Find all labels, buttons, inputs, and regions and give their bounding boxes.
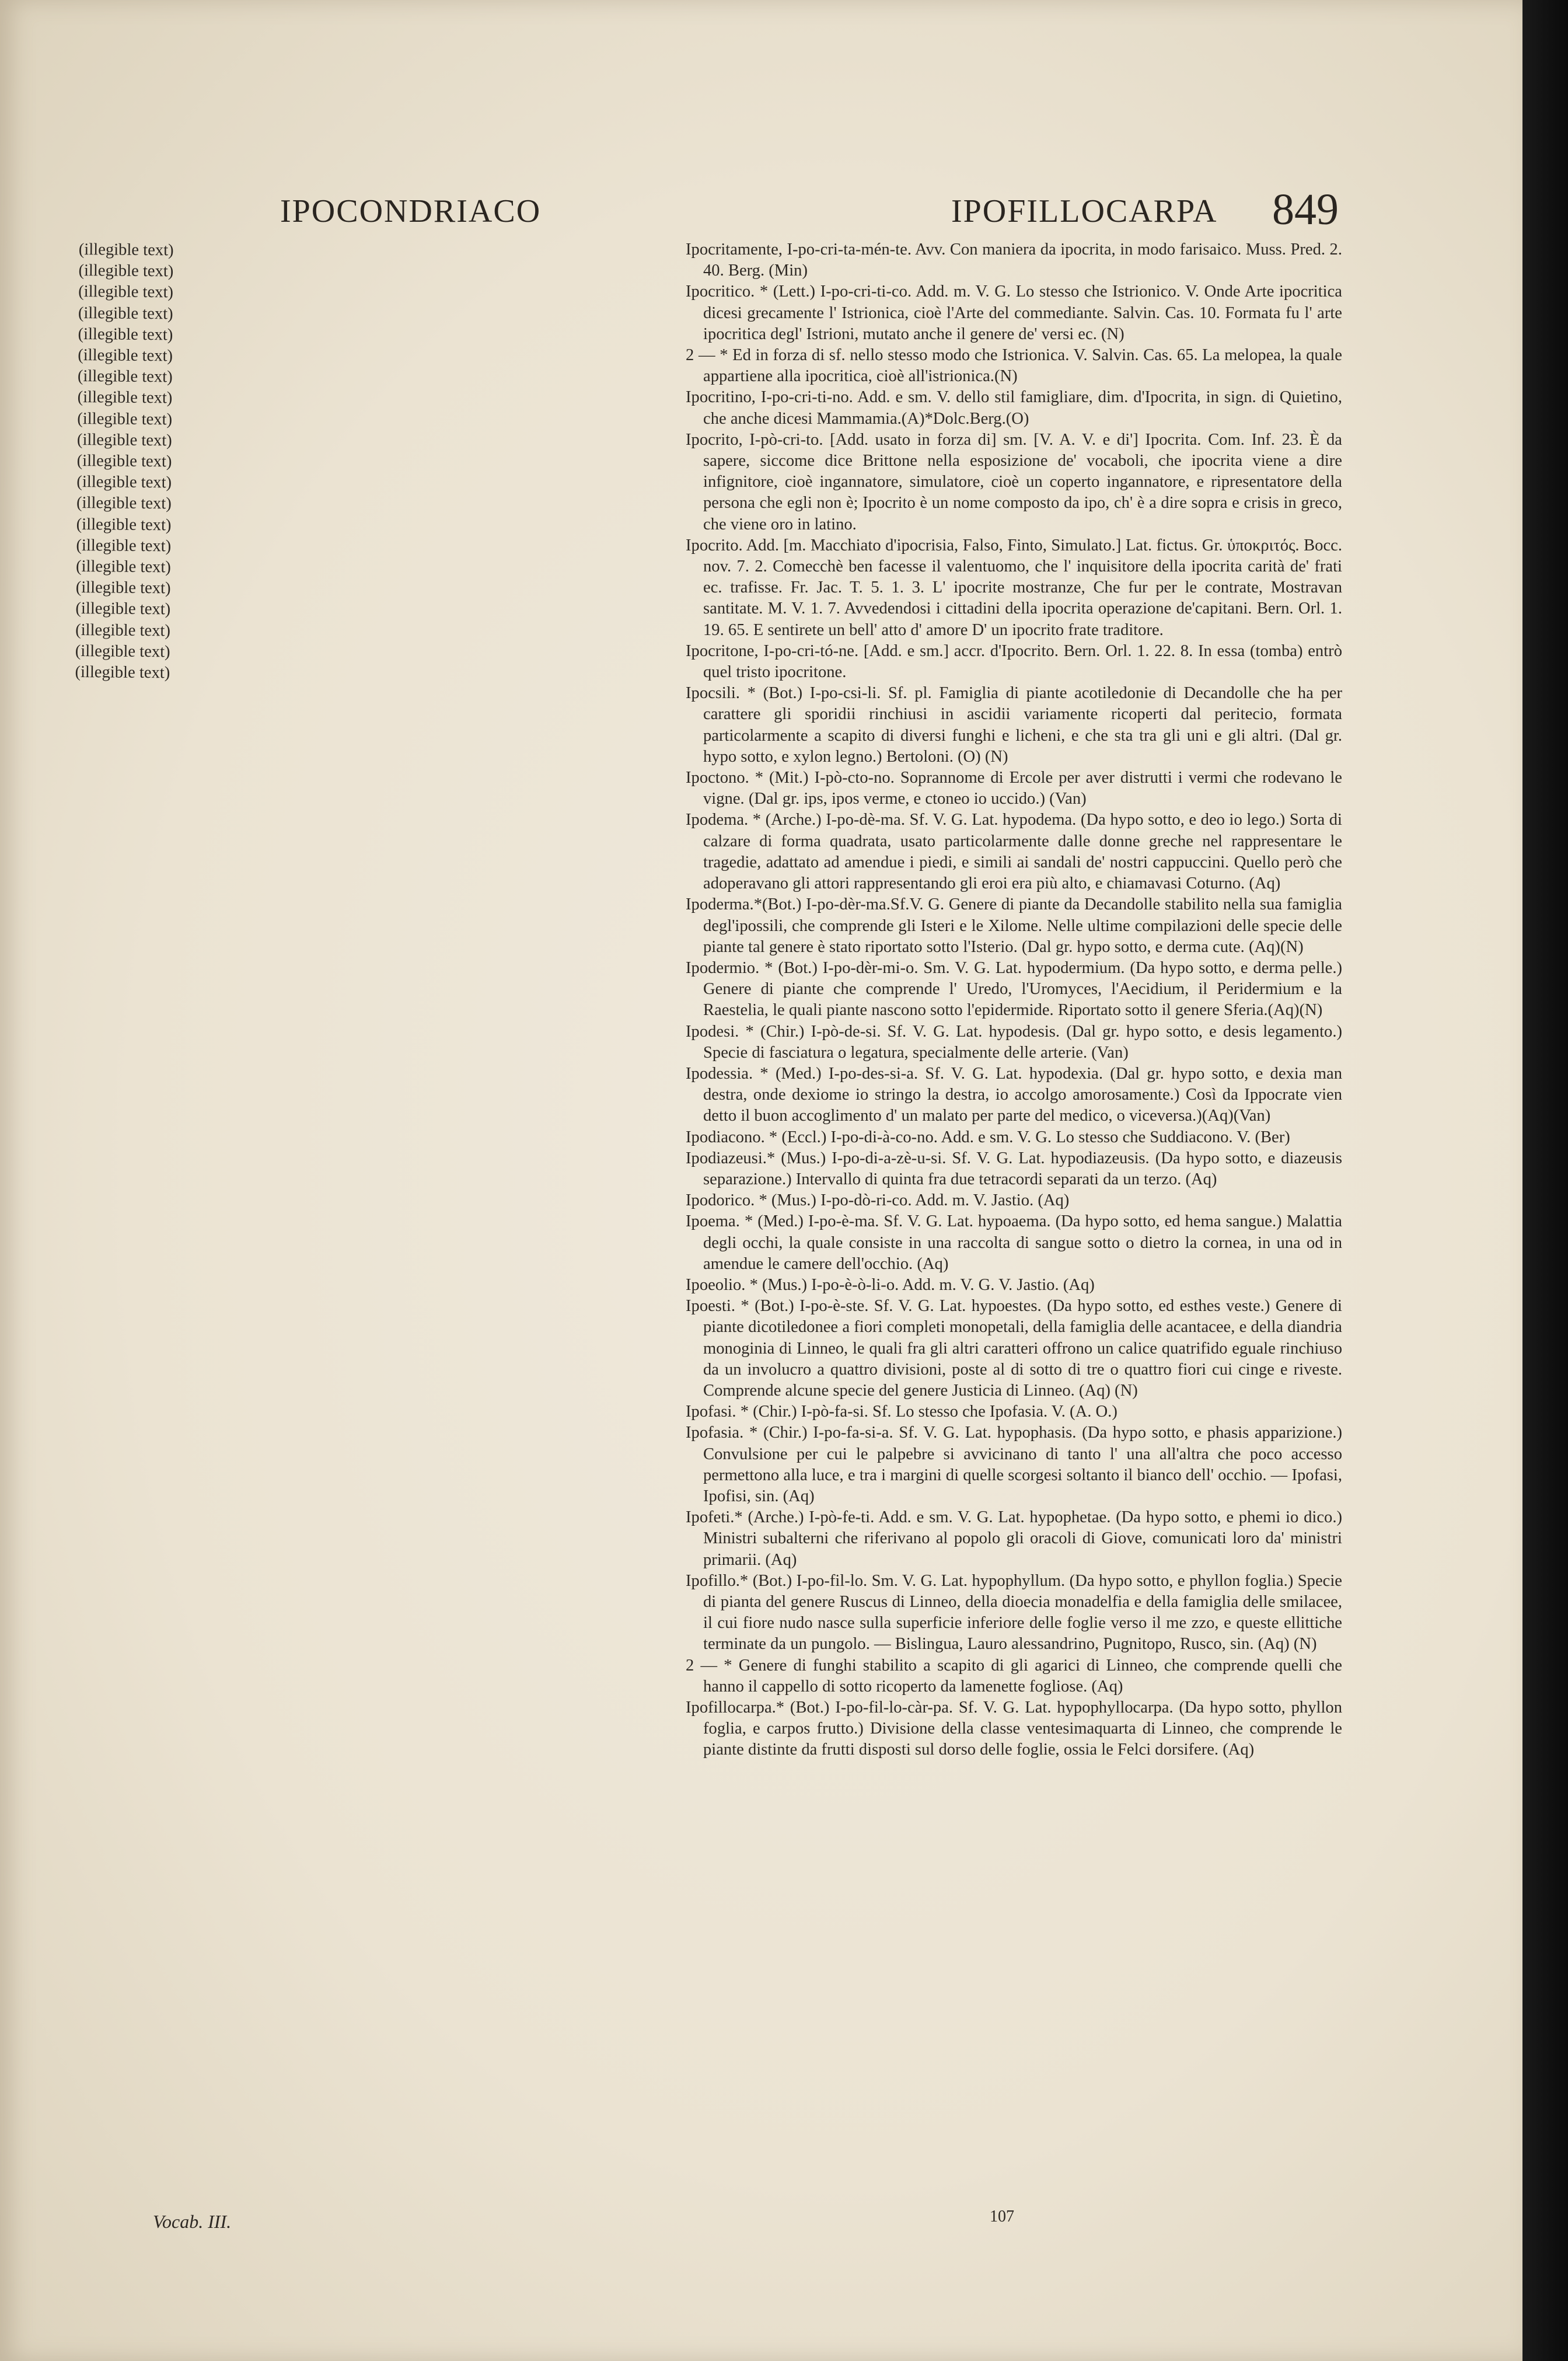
- right-entry-2: Ipocritico. * (Lett.) I-po-cri-ti-co. Add. m. V. G. Lo stesso che Istrionico. V. Onde Arte ipocritica dicesi grecamente l' Istrionica, cioè l'Arte del commediante. Salvin. Cas. 10. Formata fu l' arte ipocritica degl' Istrioni, mutato anche il genere de' versi ec. (N): [686, 283, 1342, 343]
- left-entry-1: (illegible text): [78, 240, 174, 260]
- left-entry-19: (illegible text): [75, 620, 171, 640]
- left-entry-4: (illegible text): [78, 304, 173, 323]
- right-entry-12: Ipodermio. * (Bot.) I-po-dèr-mi-o. Sm. V. G. Lat. hypodermium. (Da hypo sotto, e derma pelle.) Genere di piante che comprende l' Uredo, l'Uromyces, l'Aecidium, il Peridermium e la Raestelia, le quali piante nascono sotto l'epidermide. Riportato sotto il genere Sferia.(Aq)(N): [686, 958, 1342, 1020]
- right-entry-13: Ipodesi. * (Chir.) I-pò-de-si. Sf. V. G. Lat. hypodesis. (Dal gr. hypo sotto, e desis legamento.) Specie di fasciatura o legatura, specialmente delle arterie. (Van): [686, 1022, 1342, 1062]
- right-entry-20: Ipoesti. * (Bot.) I-po-è-ste. Sf. V. G. Lat. hypoestes. (Da hypo sotto, ed esthes veste.) Genere di piante dicotiledonee a fiori completi monopetali, della famiglia delle acantacee, e della diandria monoginia di Linneo, le quali fra gli altri caratteri offrono un calice quatrifido eguale rinchiuso da un involucro a quattro divisioni, poste al di sotto di tre o quattro fiori cui cinge e riveste. Comprende alcune specie del genere Justicia di Linneo. (Aq) (N): [686, 1297, 1342, 1400]
- left-entry-10: (illegible text): [76, 430, 172, 450]
- right-entry-17: Ipodorico. * (Mus.) I-po-dò-ri-co. Add. m. V. Jastio. (Aq): [686, 1191, 1070, 1210]
- right-entry-11: Ipoderma.*(Bot.) I-po-dèr-ma.Sf.V. G. Genere di piante da Decandolle stabilito nella sua famiglia degl'ipossili, che comprende gli Isteri e le Xilome. Nelle ultime compilazioni delle specie delle piante tal genere è stato riportato sotto l'Isterio. (Dal gr. hypo sotto, e derma cute. (Aq)(N): [686, 895, 1342, 956]
- right-entry-3: 2 — * Ed in forza di sf. nello stesso modo che Istrionica. V. Salvin. Cas. 65. La melopea, la quale appartiene alla ipocritica, cioè all'istrionica.(N): [686, 346, 1342, 386]
- right-entry-25: 2 — * Genere di funghi stabilito a scapito di gli agarici di Linneo, che comprende quelli che hanno il cappello di sotto ricoperto da lamenette fogliose. (Aq): [686, 1656, 1342, 1696]
- left-entry-12: (illegible text): [76, 473, 172, 492]
- left-entry-11: (illegible text): [76, 452, 172, 471]
- right-entry-1: Ipocritamente, I-po-cri-ta-mén-te. Avv. Con maniera da ipocrita, in modo farisaico. Muss. Pred. 2. 40. Berg. (Min): [686, 240, 1342, 280]
- left-entry-17: (illegible text): [75, 578, 171, 598]
- right-entry-10: Ipodema. * (Arche.) I-po-dè-ma. Sf. V. G. Lat. hypodema. (Da hypo sotto, e deo io lego.) Sorta di calzare di forma quadrata, usato particolarmente dalle donne greche nel rappresentare le tragedie, adattato ad amendue i piedi, e simili ai sandali de' nostri cappuccini. Quello però che adoperavano gli attori rappresentando gli eroi era più alto, e chiamavasi Coturno. (Aq): [686, 811, 1342, 893]
- left-entry-18: (illegible text): [75, 599, 171, 619]
- right-entry-21: Ipofasi. * (Chir.) I-pò-fa-si. Sf. Lo stesso che Ipofasia. V. (A. O.): [686, 1403, 1117, 1421]
- left-entry-21: (illegible text): [75, 663, 170, 682]
- right-entry-7: Ipocritone, I-po-cri-tó-ne. [Add. e sm.] accr. d'Ipocrito. Bern. Orl. 1. 22. 8. In essa (tomba) entrò quel tristo ipocritone.: [686, 641, 1342, 682]
- right-entry-14: Ipodessia. * (Med.) I-po-des-si-a. Sf. V. G. Lat. hypodexia. (Dal gr. hypo sotto, e dexia man destra, onde dexiome io stringo la destra, io accolgo amorosamente.) Così da Ippocrate vien detto il buon accoglimento d' un malato per parte del medico, o viceversa.)(Aq)(Van): [686, 1064, 1342, 1125]
- left-entry-20: (illegible text): [75, 641, 170, 661]
- left-entry-8: (illegible text): [77, 388, 173, 407]
- left-entry-7: (illegible text): [77, 367, 173, 386]
- running-head-right: IPOFILLOCARPA: [951, 193, 1218, 229]
- left-entry-16: (illegible text): [75, 557, 172, 577]
- right-entry-4: Ipocritino, I-po-cri-ti-no. Add. e sm. V. dello stil famigliare, dim. d'Ipocrita, in sign. di Quietino, che anche dicesi Mammamia.(A)*Dolc.Berg.(O): [686, 388, 1342, 428]
- right-entry-8: Ipocsili. * (Bot.) I-po-csi-li. Sf. pl. Famiglia di piante acotiledonie di Decandolle che ha per carattere gli sporidii rinchiusi in ascidii variamente ricoperti dal peritecio, formata particolarmente a scapito di diversi funghi e licheni, e che sta tra gli uni e gli altri. (Dal gr. hypo sotto, e xylon legno.) Bertoloni. (O) (N): [686, 684, 1342, 766]
- running-head-left: IPOCONDRIACO: [280, 193, 542, 229]
- right-entry-16: Ipodiazeusi.* (Mus.) I-po-di-a-zè-u-si. Sf. V. G. Lat. hypodiazeusis. (Da hypo sotto, e diazeusis separazione.) Intervallo di quinta fra due tetracordi separati da un terzo. (Aq): [686, 1149, 1342, 1188]
- right-column: [686, 239, 1342, 2282]
- footer-number: 107: [990, 2207, 1014, 2226]
- right-entry-24: Ipofillo.* (Bot.) I-po-fil-lo. Sm. V. G. Lat. hypophyllum. (Da hypo sotto, e phyllon foglia.) Specie di pianta del genere Ruscus di Linneo, della dioecia monadelfia e della famiglia delle smilacee, il cui fiore nudo nasce sulla superficie inferiore delle foglie verso il me zzo, e queste ellittiche terminate da un pungolo. — Bislingua, Lauro alessandrino, Pugnitopo, Rusco, sin. (Aq) (N): [686, 1571, 1342, 1654]
- right-entry-15: Ipodiacono. * (Eccl.) I-po-di-à-co-no. Add. e sm. V. G. Lo stesso che Suddiacono. V. (Ber): [686, 1128, 1290, 1146]
- left-entry-13: (illegible text): [76, 494, 172, 513]
- left-entry-15: (illegible text): [76, 536, 172, 556]
- right-entry-9: Ipoctono. * (Mit.) I-pò-cto-no. Soprannome di Ercole per aver distrutti i vermi che rodevano le vigne. (Dal gr. ips, ipos verme, e ctoneo io uccido.) (Van): [686, 769, 1342, 808]
- right-entry-22: Ipofasia. * (Chir.) I-po-fa-si-a. Sf. V. G. Lat. hypophasis. (Da hypo sotto, e phasis apparizione.) Convulsione per cui le palpebre si avvicinano di tanto l' una all'altra che poco accesso permettono alla luce, e tra i margini di quelle scorgesi soltanto il bianco dell' occhio. — Ipofasi, Ipofisi, sin. (Aq): [686, 1424, 1342, 1505]
- left-entry-2: (illegible text): [78, 261, 174, 281]
- left-entry-5: (illegible text): [78, 325, 173, 344]
- scanner-edge: [1522, 0, 1568, 2361]
- left-entry-6: (illegible text): [78, 346, 173, 365]
- left-entry-9: (illegible text): [77, 409, 173, 429]
- right-entry-19: Ipoeolio. * (Mus.) I-po-è-ò-li-o. Add. m. V. G. V. Jastio. (Aq): [686, 1275, 1095, 1294]
- page-number: 849: [1272, 185, 1339, 234]
- signature-mark: Vocab. III.: [153, 2211, 232, 2232]
- right-entry-26: Ipofillocarpa.* (Bot.) I-po-fil-lo-càr-pa. Sf. V. G. Lat. hypophyllocarpa. (Da hypo sotto, phyllon foglia, e carpos frutto.) Divisione della classe ventesimaquarta di Linneo, che comprende le piante distinte da frutti disposti sul dorso delle foglie, ossia le Felci dorsifere. (Aq): [686, 1699, 1342, 1759]
- right-entry-6: Ipocrito. Add. [m. Macchiato d'ipocrisia, Falso, Finto, Simulato.] Lat. fictus. Gr. ὑποκριτός. Bocc. nov. 7. 2. Comecchè ben facesse il valentuomo, che l' inquisitore della ipocrita carità de' frati ec. trafisse. Fr. Jac. T. 5. 1. 3. L' ipocrite mostranze, Che fur per le contrate, Mostravan santitate. M. V. 1. 7. Avvedendosi i cittadini della ipocrita operazione de'capitani. Bern. Orl. 1. 19. 65. E sentirete un bell' atto d' amore D' un ipocrito frate traditore.: [686, 536, 1342, 639]
- left-entry-14: (illegible text): [76, 515, 172, 535]
- left-entry-3: (illegible text): [78, 283, 174, 302]
- left-column: [61, 239, 662, 2311]
- right-entry-23: Ipofeti.* (Arche.) I-pò-fe-ti. Add. e sm. V. G. Lat. hypophetae. (Da hypo sotto, e phemi io dico.) Ministri subalterni che riferivano al popolo gli oracoli di Giove, comunicati loro da' ministri primarii. (Aq): [686, 1508, 1342, 1569]
- right-entry-5: Ipocrito, I-pò-cri-to. [Add. usato in forza di] sm. [V. A. V. e di'] Ipocrita. Com. Inf. 23. È da sapere, siccome dice Brittone nella esposizione de' vocaboli, che ipocrita viene a dire infignitore, cioè ingannatore, simulatore, cioè un coperto ingannatore, e ripresentatore della persona che egli non è; Ipocrito è un nome composto da ipo, ch' è a dire sopra e crisis in greco, che viene oro in latino.: [686, 430, 1342, 533]
- right-entry-18: Ipoema. * (Med.) I-po-è-ma. Sf. V. G. Lat. hypoaema. (Da hypo sotto, ed hema sangue.) Malattia degli occhi, la quale consiste in una raccolta di sangue sotto o dietro la cornea, in una od in amendue le camere dell'occhio. (Aq): [686, 1212, 1342, 1273]
